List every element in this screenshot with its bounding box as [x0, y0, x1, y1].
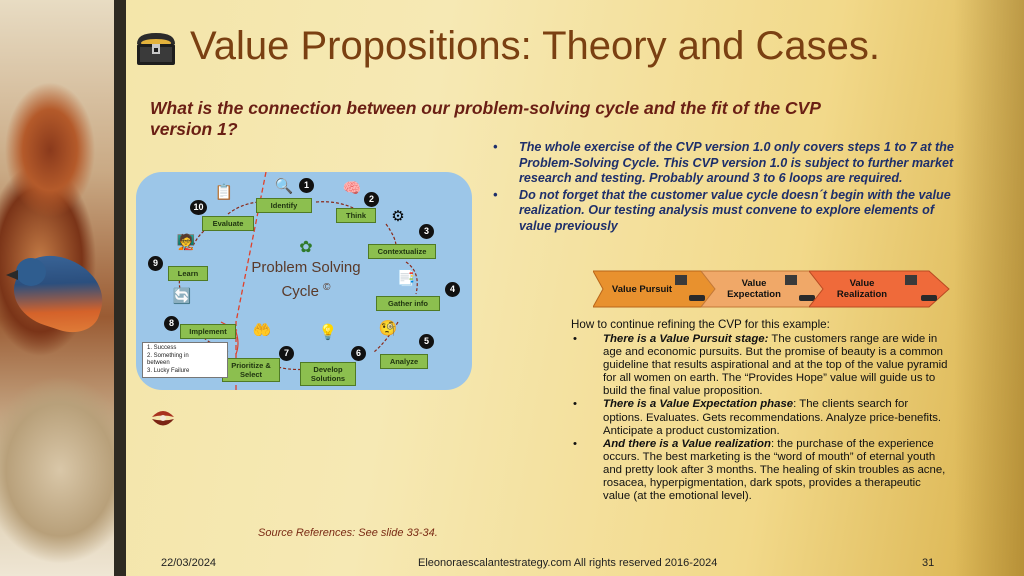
- treasure-chest-icon: [133, 30, 179, 68]
- documents-icon: 📑: [396, 270, 416, 287]
- problem-solving-cycle-diagram: [136, 172, 472, 390]
- value-expectation-label: Value Expectation: [727, 278, 781, 300]
- refine-bullet-1: • There is a Value Pursuit stage: The customers range are wide in age and economic pursuits. But the promise of beauty is a common guideline that results aspirational and at the top of the value pyramid for all women on earth. The “Provides Hope” value will guide us to build the final value proposition.: [571, 333, 949, 398]
- gears-icon: ⚙: [391, 208, 405, 225]
- pearl-shell-icon: [150, 406, 176, 430]
- background-glow: [954, 0, 1024, 576]
- learner-icon: 🧑‍🏫: [176, 234, 196, 251]
- top-bullet-1: • The whole exercise of the CVP version 1.0 only covers steps 1 to 7 at the Problem-Solving Cycle. This CVP version 1.0 is subject to further market research and testing. Probably around 3 to 6 loops are required.: [493, 140, 963, 187]
- step-number-4: 4: [445, 282, 460, 297]
- step-number-9: 9: [148, 256, 163, 271]
- footer-date: 22/03/2024: [161, 557, 217, 569]
- refine-title: How to continue refining the CVP for this example:: [571, 318, 830, 331]
- value-realization-label: Value Realization: [836, 278, 888, 300]
- implementation-outcomes: 1. Success 2. Something in between 3. Lucky Failure: [142, 342, 228, 378]
- step-number-7: 7: [279, 346, 294, 361]
- step-label-learn: Learn: [168, 266, 208, 281]
- footer-copyright: Eleonoraescalantestrategy.com All rights reserved 2016-2024: [418, 557, 718, 569]
- step-label-develop-solutions: Develop Solutions: [300, 362, 356, 386]
- step-label-identify: Identify: [256, 198, 312, 213]
- divider-bar: [114, 0, 126, 576]
- solutions-bulb-icon: 💡: [318, 324, 338, 341]
- step-number-3: 3: [419, 224, 434, 239]
- hand-bulb-icon: 🤲: [252, 322, 272, 339]
- evaluate-screen-icon: 📋: [214, 184, 234, 201]
- value-pursuit-label: Value Pursuit: [611, 284, 673, 295]
- cycle-title-leaf-icon: ✿: [299, 239, 313, 256]
- cycle-gear-icon: 🔄: [172, 288, 192, 305]
- step-label-think: Think: [336, 208, 376, 223]
- step-number-10: 10: [190, 200, 207, 215]
- step-number-8: 8: [164, 316, 179, 331]
- step-number-1: 1: [299, 178, 314, 193]
- step-number-2: 2: [364, 192, 379, 207]
- magnifier-bulb-icon: 🔍: [274, 178, 294, 195]
- step-label-analyze: Analyze: [380, 354, 428, 369]
- step-number-6: 6: [351, 346, 366, 361]
- step-label-contextualize: Contextualize: [368, 244, 436, 259]
- step-number-5: 5: [419, 334, 434, 349]
- step-label-evaluate: Evaluate: [202, 216, 254, 231]
- step-label-prioritize-select: Prioritize & Select: [222, 358, 280, 382]
- refine-bullet-2: • There is a Value Expectation phase: The clients search for options. Evaluates. Gets recommendations. Analyze price-benefits. Anticipate a product customization.: [571, 398, 949, 437]
- step-label-implement: Implement: [180, 324, 236, 339]
- page-number: 31: [922, 557, 935, 569]
- source-references: Source References: See slide 33-34.: [258, 527, 438, 539]
- top-bullet-list: [493, 140, 963, 236]
- bird-beak: [6, 270, 18, 280]
- step-label-gather-info: Gather info: [376, 296, 440, 311]
- decorative-painting: [0, 0, 114, 576]
- value-chain-graphic: [593, 265, 953, 313]
- refine-bullet-3: • And there is a Value realization: the purchase of the experience occurs. The best marketing is the “word of mouth” of eternal youth and pretty look after 3 months. The healing of skin troubles as acne, rosacea, hyperpigmentation, dark spots, provides a therapeutic value (at the emotional level).: [571, 438, 949, 503]
- analyst-icon: 🧐: [378, 320, 398, 337]
- section-question: What is the connection between our problem-solving cycle and the fit of the CVP version 1?: [150, 98, 821, 139]
- page-title: Value Propositions: Theory and Cases.: [190, 24, 881, 68]
- cycle-title: ✿ Problem Solving Cycle ©: [251, 239, 361, 300]
- top-bullet-2: • Do not forget that the customer value cycle doesn´t begin with the value realization. Our testing analysis must convene to explore elements of value previously: [493, 188, 963, 235]
- refine-bullet-list: [571, 333, 949, 503]
- bird-head: [16, 258, 46, 286]
- thinking-head-icon: 🧠: [342, 180, 362, 197]
